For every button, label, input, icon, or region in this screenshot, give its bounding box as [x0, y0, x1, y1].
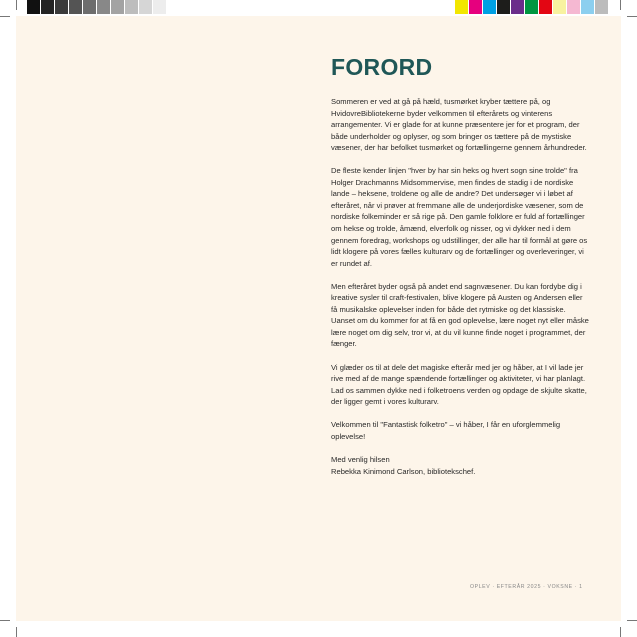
process-color-swatch [455, 0, 469, 14]
grayscale-swatch [167, 0, 181, 14]
process-color-swatch [553, 0, 567, 14]
paragraph-1: Sommeren er ved at gå på hæld, tusmørket kryber tættere på, og HvidovreBibliotekerne byder velkommen til efterårets og vinterens arrangementer. Vi er glade for at kunne præsentere jer for et program, der både underholder og oplyser, og som bringer os tættere på de mystiske væsener, der har befolket tusmørket og fortællingerne gennem århundreder. [331, 97, 587, 153]
page-title: FORORD [331, 54, 433, 80]
crop-mark-bottom-left-h [0, 620, 10, 621]
process-color-bar [455, 0, 609, 14]
process-color-swatch [497, 0, 511, 14]
process-color-swatch [525, 0, 539, 14]
signature: Rebekka Kinimond Carlson, bibliotekschef. [331, 466, 476, 476]
crop-mark-bottom-left-v [16, 627, 17, 637]
grayscale-swatch [55, 0, 69, 14]
process-color-swatch [539, 0, 553, 14]
signoff: Med venlig hilsen [331, 454, 390, 464]
grayscale-swatch [111, 0, 125, 14]
grayscale-swatch [69, 0, 83, 14]
foreword-body [331, 96, 589, 477]
page-footer: OPLEV · EFTERÅR 2025 · VOKSNE · 1 [470, 584, 583, 590]
paragraph-5: Velkommen til "Fantastisk folketro" – vi håber, I får en uforglemmelig oplevelse! [331, 420, 561, 441]
process-color-swatch [595, 0, 609, 14]
grayscale-swatch [153, 0, 167, 14]
grayscale-color-bar [27, 0, 181, 14]
crop-mark-top-right-v [620, 0, 621, 10]
grayscale-swatch [97, 0, 111, 14]
process-color-swatch [483, 0, 497, 14]
crop-mark-bottom-right-h [627, 620, 637, 621]
crop-mark-top-left-h [0, 16, 10, 17]
grayscale-swatch [139, 0, 153, 14]
process-color-swatch [511, 0, 525, 14]
grayscale-swatch [83, 0, 97, 14]
crop-mark-top-left-v [16, 0, 17, 10]
process-color-swatch [567, 0, 581, 14]
grayscale-swatch [41, 0, 55, 14]
paragraph-2: De fleste kender linjen "hver by har sin heks og hvert sogn sine trolde" fra Holger Drachmanns Midsommervise, men findes de stadig i de nordiske lande – heksene, troldene og alle de andre? Det undersøger vi i løbet af efteråret, når vi prøver at fremmane alle de underjordiske væsener, som de nordiske folkeminder er så rige på. Den gamle folklore er fuld af fortællinger om hekse og trolde, åmænd, elverfolk og nisser, og vi dykker ned i dem gennem foredrag, workshops og udstillinger, der alle har til formål at gøre os lidt klogere på vores fælles kulturarv og de fortællinger og overleveringer, vi er rundet af. [331, 166, 588, 268]
crop-mark-top-right-h [627, 16, 637, 17]
crop-mark-bottom-right-v [620, 627, 621, 637]
process-color-swatch [469, 0, 483, 14]
grayscale-swatch [27, 0, 41, 14]
paragraph-3: Men efteråret byder også på andet end sagnvæsener. Du kan fordybe dig i kreative sysler til craft-festivalen, blive klogere på Austen og Andersen eller få musikalske oplevelser inden for både det rytmiske og det klassiske. Uanset om du kommer for at få en god oplevelse, lære noget nyt eller måske lære noget om dig selv, tror vi, at du vil kunne finde noget i programmet, der fænger. [331, 281, 589, 349]
grayscale-swatch [125, 0, 139, 14]
process-color-swatch [581, 0, 595, 14]
paragraph-4: Vi glæder os til at dele det magiske efterår med jer og håber, at I vil lade jer rive med af de mange spændende fortællinger og aktiviteter, vi har planlagt. Lad os sammen dykke ned i folketroens verden og opdage de skjulte skatte, der ligger gemt i vores kulturarv. [331, 362, 587, 407]
